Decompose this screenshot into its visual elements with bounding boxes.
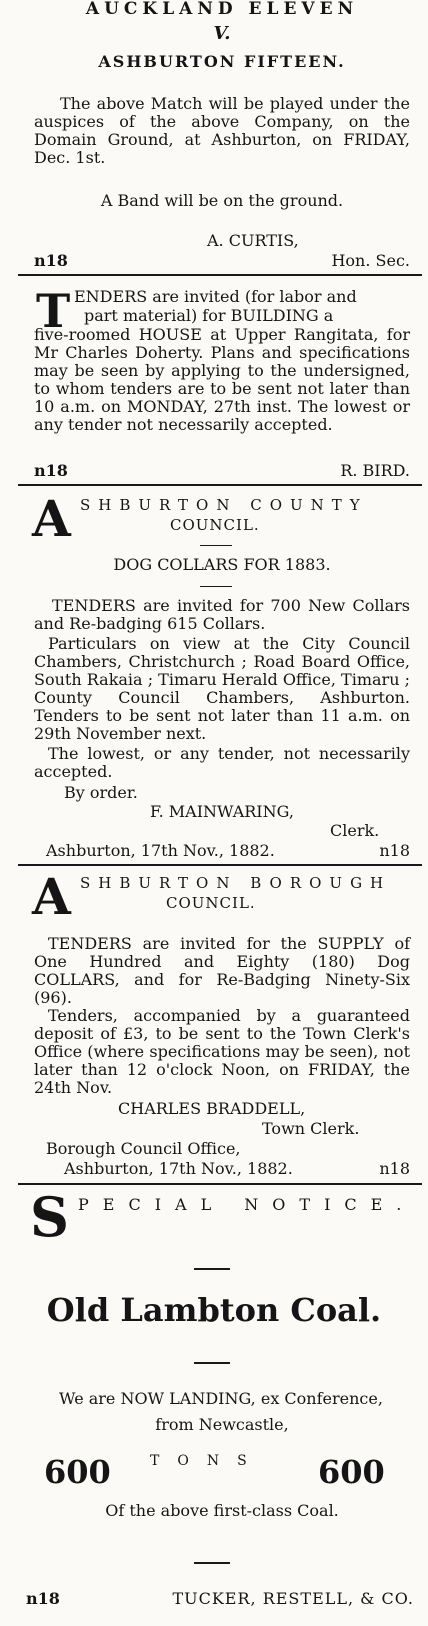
match-signer: A. CURTIS, [207, 231, 299, 250]
match-heading-1: AUCKLAND ELEVEN [85, 0, 359, 19]
special-code: n18 [26, 1589, 60, 1608]
special-qty-right: 600 [318, 1453, 385, 1491]
match-footer [34, 252, 410, 270]
county-heading-1: SHBURTON COUNTY [80, 496, 368, 514]
special-line-3: Of the above first-class Coal. [105, 1501, 339, 1520]
borough-code: n18 [379, 1159, 410, 1178]
tender-house-initial: T [36, 284, 71, 338]
match-body: The above Match will be played under the auspices of the above Company, on the Domain Ground, at Ashburton, on FRIDAY, Dec. 1st. [34, 94, 410, 167]
county-para-2: Particulars on view at the City Council Chambers, Christchurch ; Road Board Office, South Rakaia ; Timaru Herald Office, Timaru ; County Council Chambers, Ashburton. Tenders to be sent not later than 11 a.m. on 29th November next. [34, 634, 410, 743]
tender-house-line1: ENDERS are invited (for labor and [74, 287, 357, 306]
tender-house-body: five-roomed HOUSE at Upper Rangitata, for Mr Charles Doherty. Plans and specifications may be seen by applying to the undersigned, to whom tenders are to be sent not later than 10 a.m. on MONDAY, 27th inst. The lowest or any tender not necessarily accepted. [34, 325, 410, 434]
special-tons: TONS [150, 1453, 265, 1469]
county-heading-2: COUNCIL. [170, 516, 260, 534]
special-line-1: We are NOW LANDING, ex Conference, [59, 1389, 383, 1408]
match-band-note: A Band will be on the ground. [100, 191, 344, 210]
divider [18, 864, 422, 866]
special-initial: S [30, 1185, 69, 1249]
match-heading-versus: V. [213, 23, 231, 44]
special-qty-left: 600 [44, 1453, 111, 1491]
county-subheading: DOG COLLARS FOR 1883. [113, 555, 331, 574]
special-line-2: from Newcastle, [155, 1415, 289, 1434]
tender-house-footer [34, 462, 410, 480]
county-para-1: TENDERS are invited for 700 New Collars and Re-badging 615 Collars. [34, 596, 410, 633]
county-role: Clerk. [330, 821, 380, 840]
borough-heading-2: COUNCIL. [166, 894, 256, 912]
special-heading: PECIAL NOTICE. [78, 1195, 416, 1214]
borough-para-2: Tenders, accompanied by a guaranteed deposit of £3, to be sent to the Town Clerk's Office (where specifications may be seen), not later than 12 o'clock Noon, on FRIDAY, the 24th Nov. [34, 1006, 410, 1097]
tender-house-code: n18 [34, 461, 68, 480]
tender-house-signer: R. BIRD. [340, 461, 410, 480]
county-date: Ashburton, 17th Nov., 1882. [46, 841, 275, 860]
match-role: Hon. Sec. [331, 251, 410, 270]
special-title: Old Lambton Coal. [46, 1291, 382, 1329]
match-heading-2: ASHBURTON FIFTEEN. [98, 52, 346, 71]
county-signer: F. MAINWARING, [150, 802, 294, 821]
divider [18, 484, 422, 486]
county-footer [46, 842, 410, 860]
match-code: n18 [34, 251, 68, 270]
tender-house-line2: part material) for BUILDING a [84, 306, 334, 325]
county-code: n18 [379, 841, 410, 860]
short-rule [194, 1268, 230, 1270]
county-initial: A [32, 489, 71, 548]
special-footer [26, 1590, 414, 1608]
borough-initial: A [32, 867, 71, 926]
borough-office: Borough Council Office, [46, 1139, 241, 1158]
short-rule [194, 1362, 230, 1364]
county-by-order: By order. [64, 783, 138, 802]
special-signer: TUCKER, RESTELL, & CO. [172, 1589, 414, 1608]
short-rule [200, 586, 232, 587]
borough-signer: CHARLES BRADDELL, [118, 1099, 306, 1118]
county-para-3: The lowest, or any tender, not necessarily accepted. [34, 744, 410, 781]
short-rule [194, 1562, 230, 1564]
borough-role: Town Clerk. [262, 1119, 360, 1138]
divider [18, 1183, 422, 1185]
borough-heading-1: SHBURTON BOROUGH [80, 874, 392, 892]
borough-footer [64, 1160, 410, 1178]
divider [18, 274, 422, 276]
short-rule [200, 545, 232, 546]
borough-date: Ashburton, 17th Nov., 1882. [64, 1159, 293, 1178]
borough-para-1: TENDERS are invited for the SUPPLY of One Hundred and Eighty (180) Dog COLLARS, and for Re-Badging Ninety-Six (96). [34, 934, 410, 1007]
